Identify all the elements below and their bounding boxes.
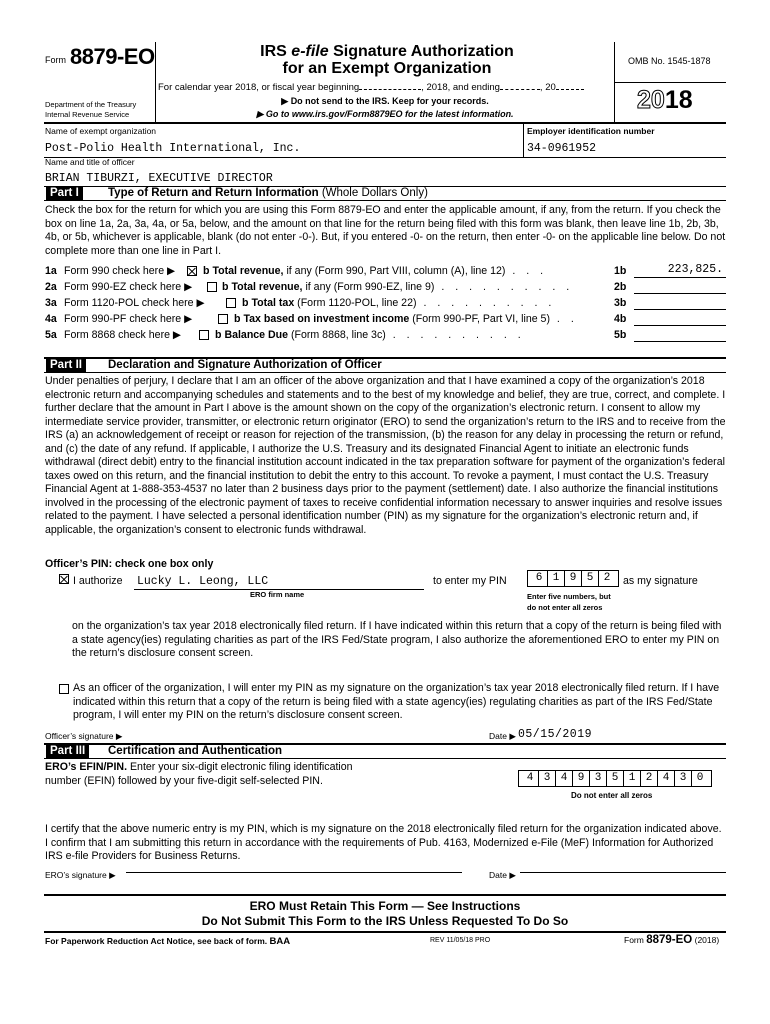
line-b-bold: Total revenue,	[212, 265, 284, 277]
part2-label: Part II	[46, 358, 86, 372]
baa-text: BAA	[269, 936, 291, 947]
org-name-value: Post-Polio Health International, Inc.	[45, 142, 301, 155]
amount-field-line[interactable]	[634, 309, 726, 310]
title-efile: e-file	[291, 43, 329, 60]
efin-text-1: Enter your six-digit electronic filing identification	[129, 761, 353, 773]
line-number: 1a	[45, 265, 57, 277]
pin-digit: 0	[696, 772, 704, 784]
footer-form-word: Form	[624, 935, 644, 945]
as-signature-text: as my signature	[623, 575, 698, 587]
leader-dots: . . .	[505, 265, 548, 277]
line-b-description	[215, 329, 525, 341]
ero-firm-name-value[interactable]: Lucky L. Leong, LLC	[137, 575, 269, 588]
revision-text: REV 11/05/18 PRO	[430, 937, 491, 944]
pin-digit: 4	[522, 771, 539, 786]
officer-signature-label: Officer’s signature ▶	[45, 731, 123, 741]
ein-label: Employer identification number	[527, 126, 655, 136]
leader-dots: . .	[549, 313, 578, 325]
line-b-rest: if any (Form 990-EZ, line 9)	[305, 281, 435, 293]
pin-digit: 1	[548, 571, 565, 586]
footer-form-number: 8879-EO	[646, 934, 693, 946]
pin-digit: 9	[565, 571, 582, 586]
instruction-go-to: ▶ Go to www.irs.gov/Form8879EO for the latest information.	[256, 109, 514, 119]
line-b-letter: b	[242, 297, 249, 309]
retain-notice-2: Do Not Submit This Form to the IRS Unless Requested To Do So	[201, 914, 569, 928]
line-number: 4a	[45, 313, 57, 325]
line-b-rest: (Form 8868, line 3c)	[290, 329, 386, 341]
tax-year	[637, 86, 693, 115]
pin-digit: 9	[573, 771, 590, 786]
officer-date-label: Date ▶	[489, 731, 516, 741]
form-type-checkbox[interactable]	[187, 266, 197, 276]
line-b-rest: (Form 1120-POL, line 22)	[297, 297, 417, 309]
paperwork-notice	[45, 936, 290, 947]
amount-field-line[interactable]	[634, 341, 726, 342]
title-main: Signature Authorization	[333, 43, 514, 60]
pin-digit: 5	[607, 771, 624, 786]
retain-notice-1: ERO Must Retain This Form — See Instructions	[249, 899, 521, 913]
title-sub: for an Exempt Organization	[282, 60, 492, 77]
amount-field-line[interactable]	[634, 277, 726, 278]
line-b-description	[242, 297, 555, 309]
pin-digit: 3	[539, 771, 556, 786]
pin-digit: 6	[531, 571, 548, 586]
line-b-letter: b	[203, 265, 210, 277]
officer-value: BRIAN TIBURZI, EXECUTIVE DIRECTOR	[45, 172, 273, 185]
line-check-label: Form 990-PF check here ▶	[64, 313, 193, 325]
amount-field-line[interactable]	[634, 293, 726, 294]
line-number: 5a	[45, 329, 57, 341]
line-b-letter: b	[215, 329, 222, 341]
omb-number: OMB No. 1545-1878	[628, 56, 711, 66]
footer-form	[624, 934, 719, 946]
title-irs: IRS	[260, 43, 287, 60]
to-enter-pin-text: to enter my PIN	[433, 575, 507, 587]
ero-date-label: Date ▶	[489, 870, 516, 880]
officer-enter-pin-checkbox[interactable]	[59, 684, 69, 694]
pin-digit: 4	[658, 771, 675, 786]
part1-intro: Check the box for the return for which you are using this Form 8879-EO and enter the applicable amount, if any, from the return. If you check the box on line 1a, 2a, 3a, 4a, or 5a, below, and the amount on that line for the return being filed with this form was blank, then leave line 1b, 2b, 3b, 4b, or 5b, whichever is applicable, blank (do not enter -0-). But, if you entered -0- on the return, then enter -0- on the applicable line below. Do not complete more than one line in Part I.	[45, 204, 726, 257]
certification-text: I certify that the above numeric entry is my PIN, which is my signature on the 2018 electronically filed return for the organization indicated above. I confirm that I am submitting this return in accordance with the requirements of Pub. 4163, Modernized e-File (MeF) Information for Authorized IRS e-file Providers for Business Returns.	[45, 823, 722, 863]
form-label: Form	[45, 55, 66, 65]
line-code: 4b	[614, 313, 627, 325]
authorize-option-text: on the organization’s tax year 2018 electronically filed return. If I have indicated within this return that a copy of the return is being filed with a state agency(ies) regulating charities as part of the IRS Fed/State program, I also authorize the aforementioned ERO to enter my PIN on the return’s disclosure consent screen.	[72, 620, 722, 660]
line-code: 5b	[614, 329, 627, 341]
officer-pin-field[interactable]	[527, 570, 619, 587]
efin-pin-field[interactable]	[518, 770, 712, 787]
tax-year-outline: 20	[637, 86, 665, 114]
efin-text-2: number (EFIN) followed by your five-digit self-selected PIN.	[45, 774, 323, 787]
ein-value: 34-0961952	[527, 142, 597, 155]
leader-dots: . . . . . . . . . .	[416, 297, 556, 309]
efin-bold: ERO’s EFIN/PIN.	[45, 761, 128, 773]
line-code: 3b	[614, 297, 627, 309]
line-b-description	[234, 313, 578, 325]
ero-signature-label: ERO’s signature ▶	[45, 870, 116, 880]
line-check-label: Form 1120-POL check here ▶	[64, 297, 205, 309]
form-type-checkbox[interactable]	[226, 298, 236, 308]
form-title	[222, 43, 552, 77]
pin-digit: 3	[590, 771, 607, 786]
line-code: 2b	[614, 281, 627, 293]
ero-firm-name-label: ERO firm name	[250, 590, 305, 599]
line-b-letter: b	[234, 313, 241, 325]
line-check-label: Form 990-EZ check here ▶	[64, 281, 193, 293]
line-b-bold: Balance Due	[224, 329, 289, 341]
tax-year-bold: 18	[664, 86, 693, 114]
officer-date-value[interactable]: 05/15/2019	[518, 728, 593, 741]
dept-irs: Internal Revenue Service	[45, 110, 130, 119]
officer-option-text: As an officer of the organization, I will enter my PIN as my signature on the organization’s tax year 2018 electronically filed return. If I have indicated within this return that a copy of the return is being filed with a state agency(ies) regulating charities as part of the IRS Fed/State program, I will enter my PIN on the return’s disclosure consent screen.	[73, 682, 720, 722]
efin-text	[45, 761, 353, 788]
line-b-rest: if any (Form 990, Part VIII, column (A), line 12)	[286, 265, 506, 277]
line-b-letter: b	[222, 281, 229, 293]
ero-date-line[interactable]	[520, 872, 726, 873]
ero-signature-line[interactable]	[126, 872, 462, 873]
form-type-checkbox[interactable]	[218, 314, 228, 324]
form-type-checkbox[interactable]	[207, 282, 217, 292]
pin-digit: 3	[675, 771, 692, 786]
part2-title: Declaration and Signature Authorization of Officer	[108, 359, 382, 371]
form-number: 8879-EO	[70, 44, 155, 69]
part3-label: Part III	[46, 744, 89, 758]
pin-digit: 4	[556, 771, 573, 786]
footer-form-year: (2018)	[694, 935, 720, 945]
part3-title: Certification and Authentication	[108, 745, 282, 757]
leader-dots: . . . . . . . . . .	[385, 329, 525, 341]
calendar-text-b: , 2018, and ending	[421, 82, 500, 93]
amount-value[interactable]: 223,825.	[667, 263, 723, 276]
pin-heading: Officer’s PIN: check one box only	[45, 558, 214, 570]
authorize-text: I authorize	[73, 575, 123, 587]
line-check-label: Form 8868 check here ▶	[64, 329, 182, 341]
line-number: 2a	[45, 281, 57, 293]
line-check-label: Form 990 check here ▶	[64, 265, 176, 277]
amount-field-line[interactable]	[634, 325, 726, 326]
pin-digit: 2	[641, 771, 658, 786]
authorize-ero-checkbox[interactable]	[59, 574, 69, 584]
pin-digit: 5	[582, 571, 599, 586]
calendar-line	[158, 82, 584, 93]
part1-label: Part I	[46, 186, 83, 200]
line-b-bold: Total revenue,	[231, 281, 303, 293]
leader-dots: . . . . . . . . . .	[434, 281, 574, 293]
line-code: 1b	[614, 265, 627, 277]
pin-digit: 1	[624, 771, 641, 786]
officer-label: Name and title of officer	[45, 157, 135, 167]
part1-title-bold: Type of Return and Return Information	[108, 187, 319, 199]
part2-body: Under penalties of perjury, I declare that I am an officer of the above organization and that I have examined a copy of the organization’s 2018 electronic return and accompanying schedules and statements and to the best of my knowledge and belief, they are true, correct, and complete. I further declare that the amount in Part I above is the amount shown on the copy of the organization’s electronic return. I consent to allow my intermediate service provider, transmitter, or electronic return originator (ERO) to send the organization’s return to the IRS and to receive from the IRS (a) an acknowledgement of receipt or reason for rejection of the transmission, (b) the reason for any delay in processing the return or refund, and (c) the date of any refund. If applicable, I authorize the U.S. Treasury and its designated Financial Agent to initiate an electronic funds withdrawal (direct debit) entry to the financial institution account indicated in the tax preparation software for payment of the organization’s federal taxes owed on this return, and the financial institution to debit the entry to this account. To revoke a payment, I must contact the U.S. Treasury Financial Agent at 1-888-353-4537 no later than 2 business days prior to the payment (settlement) date. I also authorize the financial institutions involved in the processing of the electronic payment of taxes to receive confidential information necessary to answer inquiries and resolve issues related to the payment. I have selected a personal identification number (PIN) as my signature for the organization’s electronic return and, if applicable, the organization’s consent to electronic funds withdrawal.	[45, 375, 726, 537]
org-name-label: Name of exempt organization	[45, 126, 157, 136]
efin-note: Do not enter all zeros	[571, 791, 653, 800]
line-b-rest: (Form 990-PF, Part VI, line 5)	[412, 313, 550, 325]
line-number: 3a	[45, 297, 57, 309]
paperwork-text: For Paperwork Reduction Act Notice, see back of form.	[45, 936, 268, 946]
instruction-do-not-send: ▶ Do not send to the IRS. Keep for your records.	[281, 96, 489, 106]
pin-note-1: Enter five numbers, but	[527, 592, 611, 601]
calendar-text-c: , 20	[539, 82, 556, 93]
part1-title-suffix: (Whole Dollars Only)	[321, 187, 428, 199]
line-b-bold: Total tax	[251, 297, 295, 309]
part1-title	[108, 186, 428, 200]
pin-digit: 2	[603, 572, 611, 584]
form-type-checkbox[interactable]	[199, 330, 209, 340]
line-b-description	[203, 265, 547, 277]
line-b-bold: Tax based on investment income	[243, 313, 410, 325]
calendar-text-a: For calendar year 2018, or fiscal year beginning	[158, 82, 360, 93]
line-b-description	[222, 281, 573, 293]
pin-note-2: do not enter all zeros	[527, 603, 603, 612]
dept-treasury: Department of the Treasury	[45, 100, 137, 109]
